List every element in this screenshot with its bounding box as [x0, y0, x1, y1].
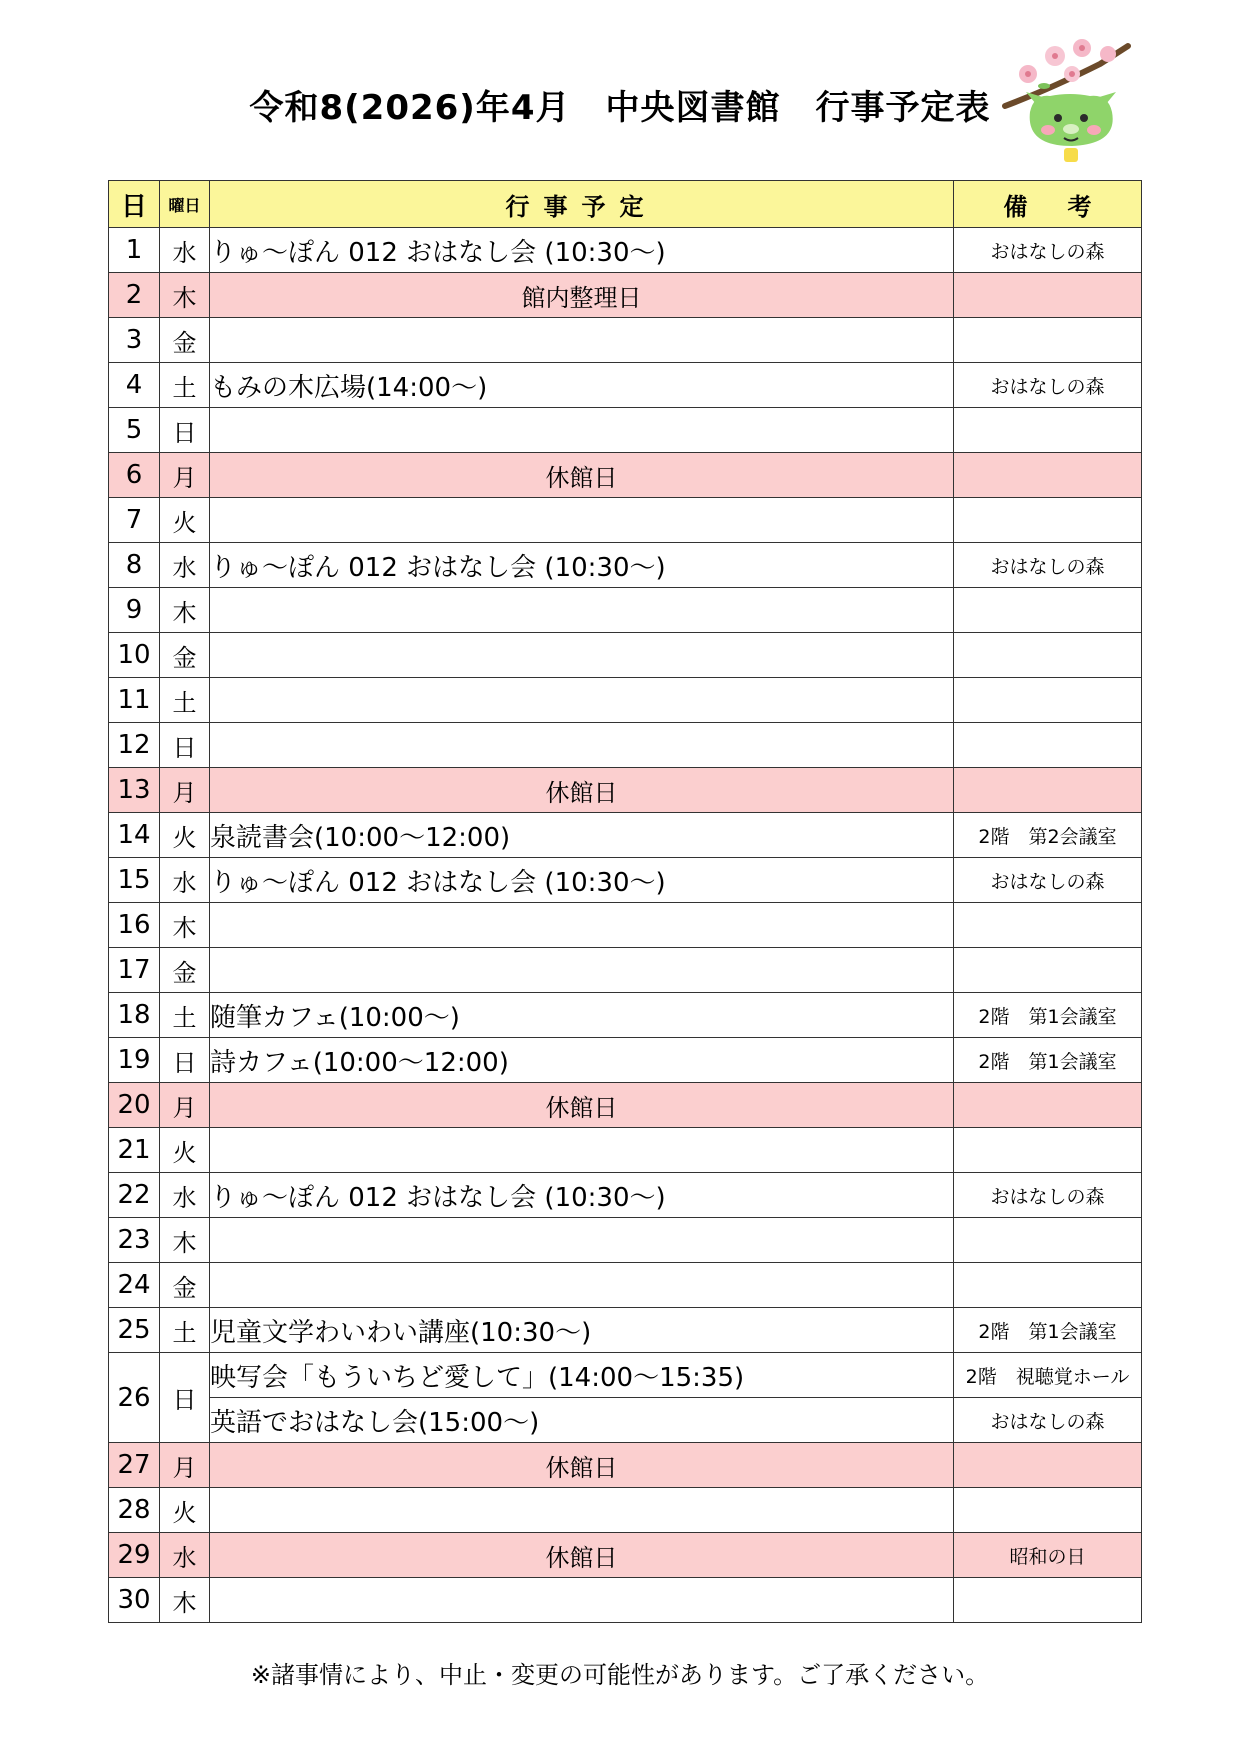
- notes-cell: [954, 1443, 1142, 1488]
- weekday-cell: 木: [160, 1578, 210, 1623]
- table-row: [109, 273, 1142, 318]
- day-cell: 5: [109, 408, 160, 453]
- event-cell: [210, 1578, 954, 1623]
- table-row: [109, 408, 1142, 453]
- event-cell: [210, 1128, 954, 1173]
- table-row: [109, 1128, 1142, 1173]
- table-row: [109, 1443, 1142, 1488]
- table-row: [109, 363, 1142, 408]
- event-cell: [210, 318, 954, 363]
- weekday-cell: 火: [160, 498, 210, 543]
- day-cell: 21: [109, 1128, 160, 1173]
- event-cell: りゅ〜ぽん 012 おはなし会 (10:30〜): [210, 858, 954, 903]
- table-row: [109, 543, 1142, 588]
- event-cell: 休館日: [210, 1443, 954, 1488]
- table-row: [109, 1308, 1142, 1353]
- notes-cell: おはなしの森: [954, 858, 1142, 903]
- table-row: [109, 813, 1142, 858]
- event-cell: [210, 678, 954, 723]
- day-cell: 30: [109, 1578, 160, 1623]
- mascot-character-icon: [1026, 92, 1116, 162]
- notes-cell: [954, 318, 1142, 363]
- table-row: [109, 1218, 1142, 1263]
- table-row: [109, 768, 1142, 813]
- table-row: [109, 1578, 1142, 1623]
- table-row: [109, 633, 1142, 678]
- notes-cell: [954, 1128, 1142, 1173]
- table-row: [109, 993, 1142, 1038]
- weekday-cell: 土: [160, 363, 210, 408]
- notes-cell: 2階 第1会議室: [954, 1308, 1142, 1353]
- notes-cell: [954, 408, 1142, 453]
- notes-cell: 2階 視聴覚ホール: [954, 1353, 1142, 1398]
- notes-cell: [954, 1263, 1142, 1308]
- event-cell: [210, 1218, 954, 1263]
- weekday-cell: 水: [160, 1533, 210, 1578]
- notes-cell: おはなしの森: [954, 228, 1142, 273]
- day-cell: 9: [109, 588, 160, 633]
- notes-cell: [954, 498, 1142, 543]
- day-cell: 29: [109, 1533, 160, 1578]
- weekday-cell: 日: [160, 1038, 210, 1083]
- table-row: [109, 1353, 1142, 1398]
- event-cell: [210, 588, 954, 633]
- notes-cell: 2階 第2会議室: [954, 813, 1142, 858]
- day-cell: 17: [109, 948, 160, 993]
- event-cell: 休館日: [210, 1083, 954, 1128]
- event-cell: 休館日: [210, 768, 954, 813]
- event-cell: りゅ〜ぽん 012 おはなし会 (10:30〜): [210, 543, 954, 588]
- footnote: ※諸事情により、中止・変更の可能性があります。ご了承ください。: [250, 1661, 990, 1689]
- header-weekday: 曜日: [160, 181, 210, 228]
- table-row: [109, 1083, 1142, 1128]
- notes-cell: [954, 1488, 1142, 1533]
- weekday-cell: 月: [160, 1443, 210, 1488]
- event-cell: 休館日: [210, 1533, 954, 1578]
- weekday-cell: 月: [160, 453, 210, 498]
- header-notes-a: 備: [1003, 192, 1028, 221]
- notes-cell: [954, 768, 1142, 813]
- day-cell: 28: [109, 1488, 160, 1533]
- day-cell: 3: [109, 318, 160, 363]
- day-cell: 14: [109, 813, 160, 858]
- event-cell: 映写会「もういちど愛して」(14:00〜15:35): [210, 1353, 954, 1398]
- weekday-cell: 土: [160, 1308, 210, 1353]
- day-cell: 13: [109, 768, 160, 813]
- weekday-cell: 土: [160, 678, 210, 723]
- day-cell: 10: [109, 633, 160, 678]
- day-cell: 16: [109, 903, 160, 948]
- notes-cell: [954, 453, 1142, 498]
- weekday-cell: 木: [160, 273, 210, 318]
- day-cell: 7: [109, 498, 160, 543]
- notes-cell: 2階 第1会議室: [954, 993, 1142, 1038]
- weekday-cell: 金: [160, 948, 210, 993]
- weekday-cell: 日: [160, 1353, 210, 1443]
- day-cell: 22: [109, 1173, 160, 1218]
- weekday-cell: 木: [160, 903, 210, 948]
- notes-cell: [954, 1218, 1142, 1263]
- header-notes: [954, 181, 1142, 228]
- weekday-cell: 火: [160, 1488, 210, 1533]
- table-row: [109, 228, 1142, 273]
- table-row: [109, 588, 1142, 633]
- table-row: [109, 453, 1142, 498]
- table-row: [109, 498, 1142, 543]
- page-title: 令和8(2026)年4月 中央図書館 行事予定表: [249, 88, 991, 128]
- weekday-cell: 金: [160, 633, 210, 678]
- day-cell: 15: [109, 858, 160, 903]
- table-row: [109, 858, 1142, 903]
- mascot-illustration: [1000, 34, 1140, 174]
- notes-cell: おはなしの森: [954, 543, 1142, 588]
- weekday-cell: 土: [160, 993, 210, 1038]
- event-cell: [210, 1488, 954, 1533]
- event-cell: [210, 903, 954, 948]
- event-cell: [210, 633, 954, 678]
- weekday-cell: 水: [160, 543, 210, 588]
- notes-cell: [954, 633, 1142, 678]
- weekday-cell: 水: [160, 1173, 210, 1218]
- table-row: [109, 1488, 1142, 1533]
- weekday-cell: 木: [160, 588, 210, 633]
- event-cell: 児童文学わいわい講座(10:30〜): [210, 1308, 954, 1353]
- day-cell: 24: [109, 1263, 160, 1308]
- event-cell: りゅ〜ぽん 012 おはなし会 (10:30〜): [210, 1173, 954, 1218]
- header-event: 行事予定: [210, 181, 954, 228]
- table-row: [109, 903, 1142, 948]
- event-cell: [210, 948, 954, 993]
- event-schedule-table: [108, 180, 1142, 1623]
- event-cell: [210, 723, 954, 768]
- weekday-cell: 木: [160, 1218, 210, 1263]
- day-cell: 25: [109, 1308, 160, 1353]
- table-body: [109, 228, 1142, 1623]
- weekday-cell: 金: [160, 318, 210, 363]
- event-cell: もみの木広場(14:00〜): [210, 363, 954, 408]
- day-cell: 12: [109, 723, 160, 768]
- day-cell: 4: [109, 363, 160, 408]
- event-cell: 詩カフェ(10:00〜12:00): [210, 1038, 954, 1083]
- weekday-cell: 日: [160, 408, 210, 453]
- table-row: [109, 1038, 1142, 1083]
- day-cell: 20: [109, 1083, 160, 1128]
- weekday-cell: 火: [160, 813, 210, 858]
- event-cell: りゅ〜ぽん 012 おはなし会 (10:30〜): [210, 228, 954, 273]
- event-cell: [210, 1263, 954, 1308]
- day-cell: 1: [109, 228, 160, 273]
- day-cell: 6: [109, 453, 160, 498]
- header-notes-b: 考: [1067, 192, 1092, 221]
- event-cell: 館内整理日: [210, 273, 954, 318]
- event-cell: 随筆カフェ(10:00〜): [210, 993, 954, 1038]
- notes-cell: [954, 903, 1142, 948]
- day-cell: 26: [109, 1353, 160, 1443]
- day-cell: 18: [109, 993, 160, 1038]
- event-cell: 休館日: [210, 453, 954, 498]
- notes-cell: [954, 1083, 1142, 1128]
- table-row: [109, 1533, 1142, 1578]
- day-cell: 2: [109, 273, 160, 318]
- event-cell: [210, 408, 954, 453]
- day-cell: 11: [109, 678, 160, 723]
- weekday-cell: 金: [160, 1263, 210, 1308]
- day-cell: 8: [109, 543, 160, 588]
- notes-cell: [954, 588, 1142, 633]
- notes-cell: [954, 723, 1142, 768]
- table-header-row: [109, 181, 1142, 228]
- event-cell: [210, 498, 954, 543]
- table-row: [109, 318, 1142, 363]
- table-row: [109, 1398, 1142, 1443]
- notes-cell: 昭和の日: [954, 1533, 1142, 1578]
- header-day: 日: [109, 181, 160, 228]
- weekday-cell: 日: [160, 723, 210, 768]
- table-row: [109, 678, 1142, 723]
- notes-cell: おはなしの森: [954, 1398, 1142, 1443]
- weekday-cell: 火: [160, 1128, 210, 1173]
- day-cell: 27: [109, 1443, 160, 1488]
- notes-cell: 2階 第1会議室: [954, 1038, 1142, 1083]
- weekday-cell: 月: [160, 768, 210, 813]
- event-cell: 泉読書会(10:00〜12:00): [210, 813, 954, 858]
- weekday-cell: 月: [160, 1083, 210, 1128]
- weekday-cell: 水: [160, 228, 210, 273]
- table-row: [109, 1263, 1142, 1308]
- table-row: [109, 1173, 1142, 1218]
- notes-cell: おはなしの森: [954, 1173, 1142, 1218]
- day-cell: 19: [109, 1038, 160, 1083]
- notes-cell: おはなしの森: [954, 363, 1142, 408]
- notes-cell: [954, 678, 1142, 723]
- weekday-cell: 水: [160, 858, 210, 903]
- notes-cell: [954, 273, 1142, 318]
- notes-cell: [954, 948, 1142, 993]
- notes-cell: [954, 1578, 1142, 1623]
- event-cell: 英語でおはなし会(15:00〜): [210, 1398, 954, 1443]
- day-cell: 23: [109, 1218, 160, 1263]
- table-row: [109, 948, 1142, 993]
- table-row: [109, 723, 1142, 768]
